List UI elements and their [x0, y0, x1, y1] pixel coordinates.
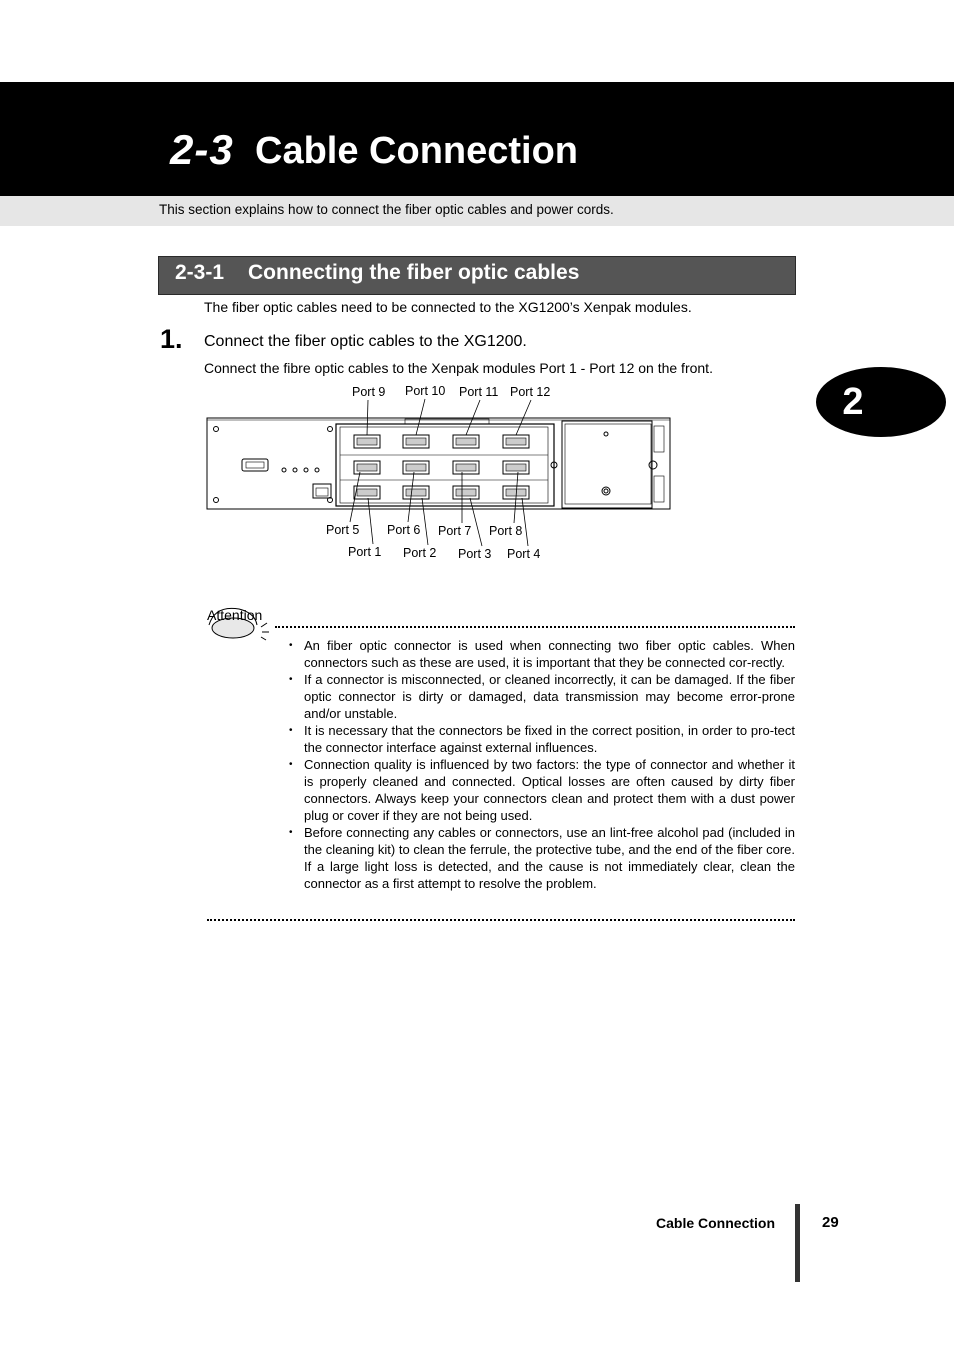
attention-note: • An fiber optic connector is used when connecting two fiber optic cables. When connectors such as these are used, it is important that they be connected cor-rectly.: [289, 638, 795, 670]
attention-note: • If a connector is misconnected, or cleaned incorrectly, it can be damaged. If the fiber optic connector is dirty or damaged, data transmission may become error-prone and/or unstable.: [289, 672, 795, 721]
xenpak-port-socket: [406, 464, 426, 471]
xenpak-port-socket: [506, 438, 526, 445]
led-icon: [293, 468, 297, 472]
port-label-7: Port 7: [438, 524, 472, 538]
attention-divider-top: [275, 626, 795, 628]
xg1200-front-panel-diagram: [200, 380, 680, 570]
xenpak-port-socket: [357, 489, 377, 496]
port-label-10: Port 10: [405, 384, 446, 398]
chapter-title: Cable Connection: [255, 130, 579, 172]
section-intro: The fiber optic cables need to be connected to the XG1200’s Xenpak modules.: [204, 299, 692, 315]
port-leader-line: [422, 498, 428, 545]
step-detail: Connect the fibre optic cables to the Xenpak modules Port 1 - Port 12 on the front.: [204, 360, 713, 376]
xenpak-ports: [354, 435, 529, 499]
port-label-5: Port 5: [326, 523, 360, 537]
port-label-1: Port 1: [348, 545, 382, 559]
screw-icon: [602, 487, 610, 495]
port-leader-line: [416, 399, 425, 435]
port-label-6: Port 6: [387, 523, 421, 537]
xenpak-port-socket: [456, 489, 476, 496]
xenpak-port-socket: [506, 464, 526, 471]
xenpak-port-socket: [357, 438, 377, 445]
xenpak-port-socket: [406, 489, 426, 496]
port-leader-line: [514, 472, 518, 523]
chassis-outline: [207, 418, 670, 509]
chapter-number: 2-3: [170, 126, 234, 173]
attention-label: Attention: [207, 607, 263, 623]
led-icon: [304, 468, 308, 472]
port-leader-line: [408, 472, 414, 522]
led-icon: [315, 468, 319, 472]
section-number: 2-3-1: [175, 261, 225, 284]
chapter-intro: This section explains how to connect the fiber optic cables and power cords.: [159, 202, 614, 217]
screw-icon: [604, 489, 608, 493]
xenpak-port-socket: [456, 464, 476, 471]
port-leader-line: [350, 472, 360, 522]
screw-icon: [214, 498, 219, 503]
port-label-12: Port 12: [510, 385, 551, 399]
port-label-3: Port 3: [458, 547, 492, 561]
step-number: 1.: [160, 324, 183, 354]
port-label-4: Port 4: [507, 547, 541, 561]
footer-section-title: Cable Connection: [656, 1215, 776, 1231]
port-label-8: Port 8: [489, 524, 523, 538]
port-leader-line: [368, 498, 373, 544]
section-title: Connecting the fiber optic cables: [248, 261, 580, 284]
xenpak-port-socket: [456, 438, 476, 445]
screw-icon: [649, 461, 657, 469]
screw-icon: [328, 427, 333, 432]
step-text: Connect the fiber optic cables to the XG1200.: [204, 333, 527, 350]
port-label-2: Port 2: [403, 546, 437, 560]
chapter-tab-number: 2: [842, 381, 864, 423]
screw-icon: [214, 427, 219, 432]
attention-note: • Connection quality is influenced by two factors: the type of connector and whether it is properly cleaned and connected. Optical losses are often caused by dirty fiber connectors. Always keep your connectors clean and protect them with a dust power plug or cover if they are not being used.: [289, 757, 795, 823]
attention-notes: [288, 637, 795, 892]
page-number: 29: [822, 1214, 839, 1231]
port-leader-line: [522, 498, 528, 546]
screw-icon: [604, 432, 608, 436]
port-leader-line: [470, 498, 482, 546]
led-icon: [282, 468, 286, 472]
xenpak-port-socket: [406, 438, 426, 445]
attention-divider-bottom: [207, 919, 795, 921]
footer-rule: [795, 1204, 800, 1282]
xenpak-port-socket: [357, 464, 377, 471]
attention-note: • Before connecting any cables or connectors, use an lint-free alcohol pad (included in the cleaning kit) to clean the ferrule, the protective tube, and the end of the fiber core. If a large light loss is detected, and the cause is not immediately clear, clean the connector as a first attempt to resolve the problem.: [289, 825, 795, 891]
attention-note: • It is necessary that the connectors be fixed in the correct position, in order to pro-tect the connector interface against external influences.: [289, 723, 795, 755]
port-label-9: Port 9: [352, 385, 386, 399]
port-leader-line: [367, 400, 368, 435]
port-label-11: Port 11: [459, 385, 499, 399]
